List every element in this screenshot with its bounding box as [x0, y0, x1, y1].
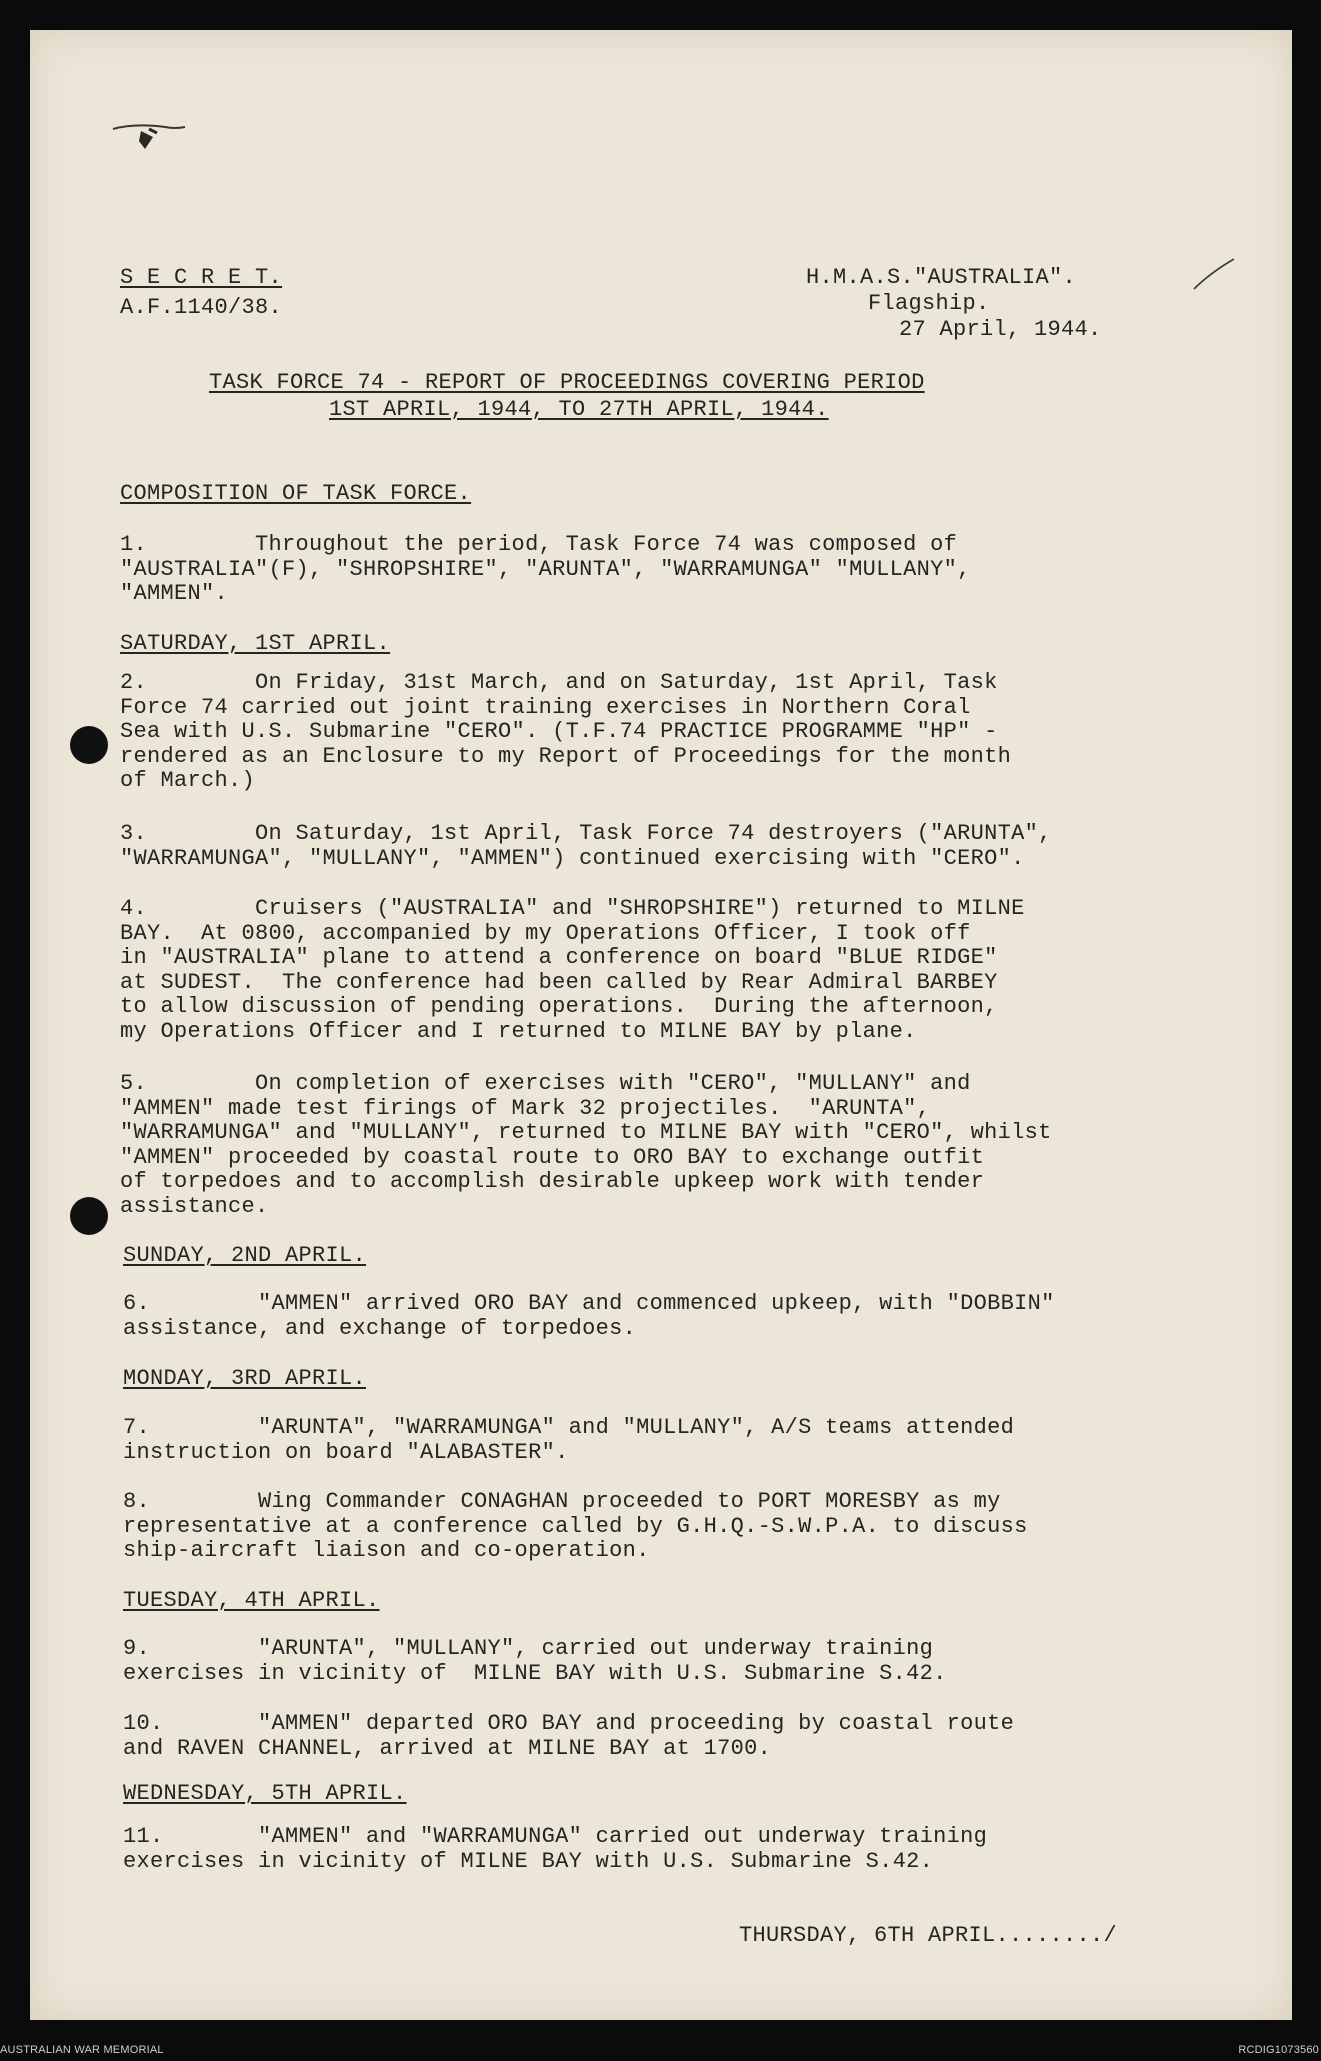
- section-heading-tuesday: TUESDAY, 4TH APRIL.: [123, 1588, 380, 1613]
- paragraph-4: 4. Cruisers ("AUSTRALIA" and "SHROPSHIRE") returned to MILNE BAY. At 0800, accompanied by my Operations Officer, I took off in "AUSTRALIA" plane to attend a conference on board "BLUE RIDGE" at SUDEST. The conference had been called by Rear Admiral BARBEY to allow discussion of pending operations. During the afternoon, my Operations Officer and I returned to MILNE BAY by plane.: [120, 896, 1025, 1044]
- paragraph-6: 6. "AMMEN" arrived ORO BAY and commenced upkeep, with "DOBBIN" assistance, and exchange of torpedoes.: [123, 1291, 1055, 1341]
- report-title-line-2: 1ST APRIL, 1944, TO 27TH APRIL, 1944.: [329, 397, 829, 422]
- paragraph-7: 7. "ARUNTA", "WARRAMUNGA" and "MULLANY", A/S teams attended instruction on board "ALABASTER".: [123, 1415, 1015, 1465]
- section-heading-sunday: SUNDAY, 2ND APRIL.: [123, 1243, 367, 1268]
- pencil-tick-mark-icon: [1190, 255, 1240, 295]
- section-heading-wednesday: WEDNESDAY, 5TH APRIL.: [123, 1781, 407, 1806]
- report-title-line-1: TASK FORCE 74 - REPORT OF PROCEEDINGS COVERING PERIOD: [209, 370, 925, 395]
- paragraph-9: 9. "ARUNTA", "MULLANY", carried out underway training exercises in vicinity of MILNE BAY with U.S. Submarine S.42.: [123, 1636, 947, 1686]
- section-heading-saturday: SATURDAY, 1ST APRIL.: [120, 631, 391, 656]
- continuation-marker: THURSDAY, 6TH APRIL......../: [739, 1923, 1118, 1948]
- punch-hole-lower: [70, 1197, 108, 1235]
- staple-mark-icon: [105, 115, 195, 165]
- section-heading-monday: MONDAY, 3RD APRIL.: [123, 1366, 367, 1391]
- paragraph-11: 11. "AMMEN" and "WARRAMUNGA" carried out underway training exercises in vicinity of MILNE BAY with U.S. Submarine S.42.: [123, 1824, 988, 1874]
- classification-label: S E C R E T.: [120, 265, 283, 290]
- section-heading-composition: COMPOSITION OF TASK FORCE.: [120, 481, 472, 506]
- footer-source: AUSTRALIAN WAR MEMORIAL: [0, 2044, 164, 2056]
- paragraph-1: 1. Throughout the period, Task Force 74 was composed of "AUSTRALIA"(F), "SHROPSHIRE", "ARUNTA", "WARRAMUNGA" "MULLANY", "AMMEN".: [120, 532, 971, 606]
- footer-id: RCDIG1073560: [1238, 2044, 1319, 2056]
- paragraph-2: 2. On Friday, 31st March, and on Saturday, 1st April, Task Force 74 carried out joint training exercises in Northern Coral Sea with U.S. Submarine "CERO". (T.F.74 PRACTICE PROGRAMME "HP" - rendered as an Enclosure to my Report of Proceedings for the month of March.): [120, 670, 1012, 793]
- punch-hole-upper: [70, 726, 108, 764]
- paragraph-8: 8. Wing Commander CONAGHAN proceeded to PORT MORESBY as my representative at a conference called by G.H.Q.-S.W.P.A. to discuss ship-aircraft liaison and co-operation.: [123, 1489, 1028, 1563]
- reference-number: A.F.1140/38.: [120, 295, 283, 320]
- ship-role: Flagship.: [868, 291, 990, 316]
- paragraph-5: 5. On completion of exercises with "CERO", "MULLANY" and "AMMEN" made test firings of Mark 32 projectiles. "ARUNTA", "WARRAMUNGA" and "MULLANY", returned to MILNE BAY with "CERO", whilst "AMMEN" proceeded by coastal route to ORO BAY to exchange outfit of torpedoes and to accomplish desirable upkeep work with tender assistance.: [120, 1071, 1052, 1219]
- paragraph-10: 10. "AMMEN" departed ORO BAY and proceeding by coastal route and RAVEN CHANNEL, arrived at MILNE BAY at 1700.: [123, 1711, 1015, 1761]
- ship-name: H.M.A.S."AUSTRALIA".: [806, 265, 1077, 290]
- report-date: 27 April, 1944.: [899, 317, 1102, 342]
- paragraph-3: 3. On Saturday, 1st April, Task Force 74 destroyers ("ARUNTA", "WARRAMUNGA", "MULLANY", "AMMEN") continued exercising with "CERO".: [120, 821, 1052, 871]
